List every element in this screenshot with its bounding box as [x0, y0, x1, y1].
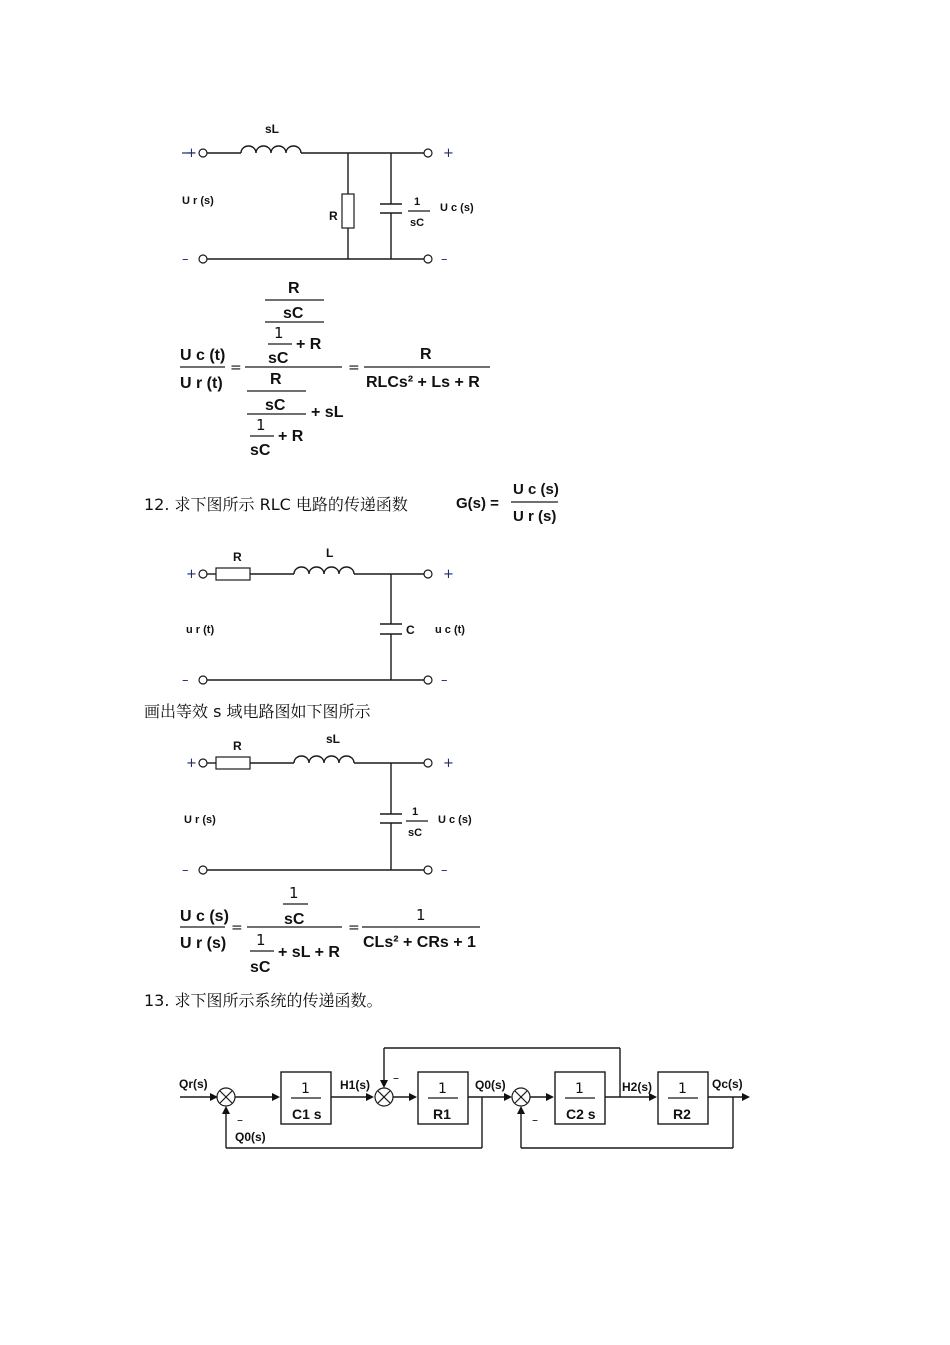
svg-text:1: 1: [575, 1081, 584, 1097]
svg-text:sC: sC: [283, 305, 304, 322]
output-label: U c (s): [440, 202, 474, 214]
svg-text:=: =: [348, 920, 360, 936]
label-H1: H1(s): [340, 1078, 371, 1092]
svg-text:+: +: [443, 567, 454, 582]
inductor-sL: [241, 146, 301, 153]
svg-text:–: –: [441, 863, 448, 878]
f1-lhs-num: U c (t): [180, 347, 226, 364]
q12-heading: [144, 492, 408, 515]
circuit1-plus-out: +: [443, 146, 454, 161]
circuit1-minus-out: –: [441, 252, 448, 267]
label-Qc: Qc(s): [712, 1077, 743, 1091]
svg-text:1: 1: [678, 1081, 687, 1097]
svg-text:sC: sC: [265, 397, 286, 414]
svg-text:+: +: [186, 567, 197, 582]
svg-text:–: –: [393, 1071, 399, 1085]
svg-text:sC: sC: [250, 442, 271, 459]
formula-1: [180, 280, 490, 459]
svg-text:sL: sL: [326, 732, 341, 746]
svg-text:R1: R1: [433, 1106, 451, 1122]
resistor-R: [342, 194, 354, 228]
svg-text:U c (s): U c (s): [180, 908, 229, 925]
svg-text:U c (s): U c (s): [513, 481, 559, 498]
svg-text:C1 s: C1 s: [292, 1106, 322, 1122]
svg-text:U r (s): U r (s): [184, 814, 216, 826]
q13-text: 求下图所示系统的传递函数。: [174, 991, 383, 1010]
svg-text:–: –: [441, 673, 448, 688]
svg-text:sC: sC: [408, 827, 423, 839]
svg-text:1: 1: [289, 884, 299, 902]
svg-text:–: –: [532, 1113, 538, 1127]
svg-text:L: L: [326, 546, 334, 560]
svg-text:=: =: [230, 360, 242, 376]
svg-text:1: 1: [256, 416, 266, 434]
svg-text:–: –: [182, 863, 189, 878]
f1-lhs-den: U r (t): [180, 375, 223, 392]
svg-text:R: R: [288, 280, 300, 297]
q13-heading: [144, 988, 383, 1011]
svg-text:+: +: [186, 756, 197, 771]
cap-den: sC: [410, 217, 425, 229]
svg-text:C: C: [406, 623, 415, 637]
svg-text:+ sL + R: + sL + R: [278, 944, 340, 961]
circuit-3: [182, 732, 472, 878]
svg-text:G(s) =: G(s) =: [456, 495, 499, 512]
svg-text:+: +: [443, 756, 454, 771]
svg-text:sC: sC: [284, 911, 305, 928]
svg-text:=: =: [348, 360, 360, 376]
svg-text:1: 1: [416, 906, 426, 924]
svg-text:u c (t): u c (t): [435, 624, 465, 636]
block-diagram: [179, 1048, 750, 1148]
formula-2: [180, 884, 480, 976]
svg-text:sC: sC: [268, 350, 289, 367]
svg-text:1: 1: [412, 806, 419, 818]
inductor-sL: [294, 756, 354, 763]
label-Q0-top: Q0(s): [475, 1078, 506, 1092]
svg-text:R: R: [233, 550, 242, 564]
inductor-L: [294, 567, 354, 574]
svg-text:1: 1: [274, 324, 284, 342]
terminal-in-top: [199, 149, 207, 157]
svg-text:1: 1: [256, 931, 266, 949]
svg-text:CLs² + CRs + 1: CLs² + CRs + 1: [363, 934, 476, 951]
q12-number: 12.: [144, 495, 170, 514]
svg-text:R: R: [233, 739, 242, 753]
f1-rhs-den: RLCs² + Ls + R: [366, 374, 480, 391]
svg-text:+ R: + R: [296, 336, 322, 353]
resistor-R: [216, 568, 250, 580]
svg-text:+ sL: + sL: [311, 404, 344, 421]
svg-text:U c (s): U c (s): [438, 814, 472, 826]
f1-rhs-num: R: [420, 346, 432, 363]
q13-number: 13.: [144, 991, 170, 1010]
label-sL: sL: [265, 122, 280, 136]
svg-text:1: 1: [301, 1081, 310, 1097]
circuit1-plus-in: +: [186, 146, 197, 161]
svg-text:R2: R2: [673, 1106, 691, 1122]
q12-text: 求下图所示 RLC 电路的传递函数: [174, 495, 408, 514]
label-Q0-bottom: Q0(s): [235, 1130, 266, 1144]
svg-text:sC: sC: [250, 959, 271, 976]
label-Qr: Qr(s): [179, 1077, 208, 1091]
sdomain-caption: 画出等效 s 域电路图如下图所示: [144, 702, 371, 721]
svg-text:1: 1: [438, 1081, 447, 1097]
cap-num: 1: [414, 196, 421, 208]
input-label: U r (s): [182, 195, 214, 207]
q12-formula: [456, 481, 559, 525]
svg-text:R: R: [270, 371, 282, 388]
circuit1-minus-in: –: [182, 252, 189, 267]
terminal-out-top: [424, 149, 432, 157]
svg-text:–: –: [182, 673, 189, 688]
svg-text:=: =: [231, 920, 243, 936]
svg-text:–: –: [237, 1113, 243, 1127]
label-H2: H2(s): [622, 1080, 653, 1094]
svg-text:U r (s): U r (s): [180, 935, 227, 952]
svg-text:u r (t): u r (t): [186, 624, 215, 636]
label-R: R: [329, 209, 338, 223]
svg-text:+ R: + R: [278, 428, 304, 445]
circuit-1: [182, 122, 474, 267]
circuit-2: [182, 546, 465, 688]
svg-text:C2 s: C2 s: [566, 1106, 596, 1122]
resistor-R: [216, 757, 250, 769]
svg-text:U r (s): U r (s): [513, 508, 557, 525]
